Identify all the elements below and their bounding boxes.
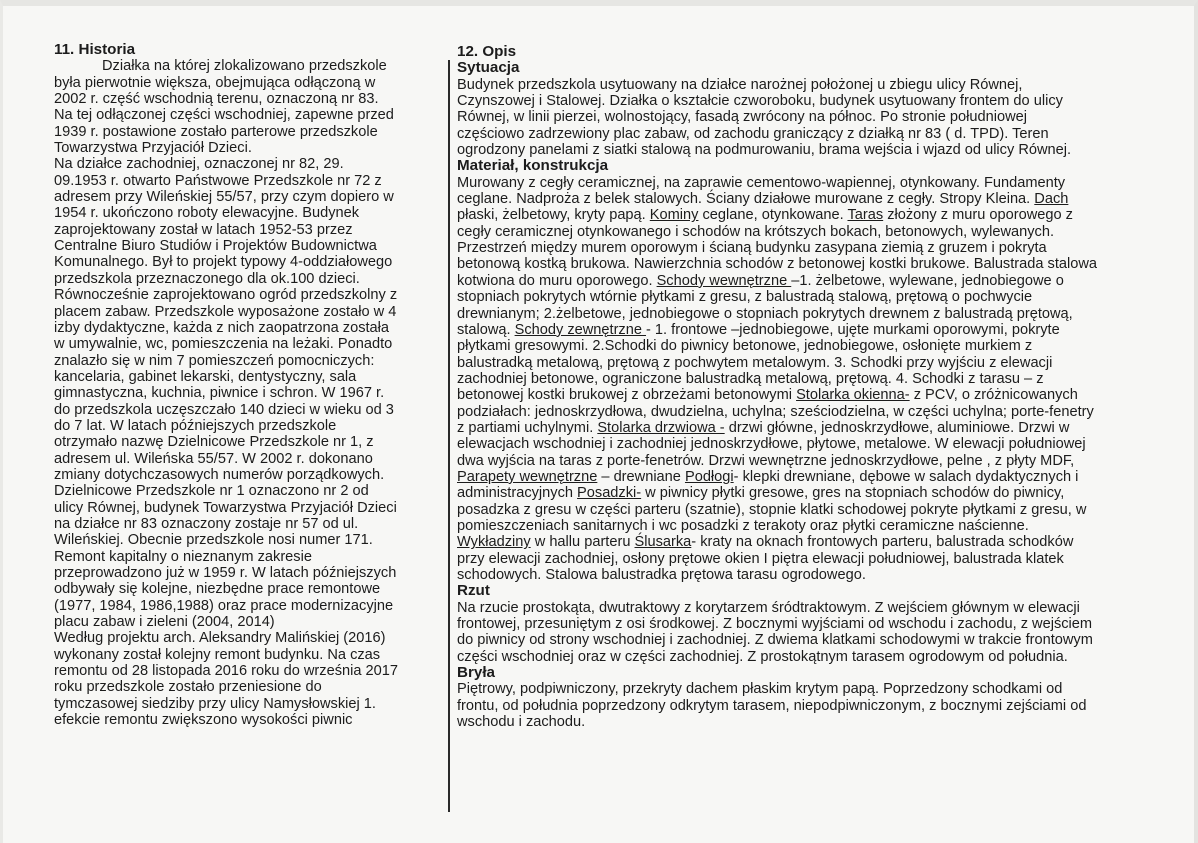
text-line: Budynek przedszkola usytuowany na działce narożnej położonej u zbiegu ulicy Równej, [457,76,1023,93]
text-line: Wykładziny w hallu parteru Ślusarka- kraty na oknach frontowych parteru, balustrada schodków [457,534,1074,551]
text-line: części wschodniej oraz w części zachodniej. Z prostokątnym tarasem ogrodowym od południa. [457,648,1068,665]
text-line: była pierwotnie większa, obejmująca odłączoną w [54,74,376,91]
text-line: na działce nr 83 oznaczony zostaje nr 57 od ul. [54,515,359,532]
text-line: Murowany z cegły ceramicznej, na zaprawie cementowo-wapiennej, otynkowany. Fundamenty [457,174,1066,191]
text-line: podziałach: jednoskrzydłowa, dwudzielna, uchylna; sześciodzielna, w części uchylna; porte-fenetry [457,403,1094,420]
text-line: schodowych. Stalowa balustradka prętowa tarasu ogrodowego. [457,567,866,583]
text-line: ulicy Równej, budynek Towarzystwa Przyjaciół Dzieci [54,499,397,516]
text-line: Równej, w linii pierzei, wolnostojący, fasadą zwrócony na północ. Po stronie południowej [457,109,1027,126]
text-line: efekcie remontu zwiększono wysokości piwnic [54,712,353,729]
text-line: wykonany został kolejny remont budynku. Na czas [54,646,381,663]
text-line: ogrodzony panelami z siatki stalową na podmurowaniu, brama wejścia i wjazd od ulicy Równej. [457,142,1072,159]
term-roof: Dach [1034,191,1069,208]
text-line: administracyjnych Posadzki- w piwnicy płytki gresowe, gres na stopniach schodów do piwnicy, [457,485,1065,502]
text-line: Wileńskiej. Obecnie przedszkole nosi numer 171. [54,532,373,549]
term-windows: Stolarka okienna- [796,387,910,404]
text-line: drewnianym; 2.żelbetowe, jednobiegowe o stopniach pokrytych drewnem z balustradą prętową, [457,305,1073,322]
text-line: 2002 r. część wschodnią terenu, oznaczoną nr 83. [54,91,379,108]
text-line: Centralne Biuro Studiów i Projektów Budownictwa [54,238,377,255]
text-line: betonowej kostki brukowej z obrzeżami betonowymi Stolarka okienna- z PCV, o zróżnicowanych [457,387,1078,404]
text-line: Remont kapitalny o nieznanym zakresie [54,548,312,565]
text-line: do 7 lat. W latach późniejszych przedszkole [54,417,337,434]
subheading-plan: Rzut [457,582,490,600]
description-heading: 12. Opis [457,43,517,60]
term-carpets: Wykładziny [457,534,531,551]
column-divider [448,60,450,812]
text-line: stalową. Schody zewnętrzne - 1. frontowe –jednobiegowe, ujęte murkami oporowymi, pokryte [457,321,1060,338]
text-line: otrzymało nazwę Dzielnicowe Przedszkole nr 1, z [54,434,374,451]
text-line: balustradką metalową, prętową z pochwytem metalowym. 3. Schodki przy wyjściu z elewacji [457,354,1053,371]
term-terrace: Taras [847,207,884,224]
text-line: Komunalnego. Był to projekt typowy 4-oddziałowego [54,254,393,271]
subheading-material: Materiał, konstrukcja [457,157,609,175]
text-line: przy elewacji zachodniej, osłony prętowe okien I piętra elewacji południowej, balustrada klatek [457,550,1064,567]
text-line: z partiami uchylnymi. Stolarka drzwiowa - drzwi główne, jednoskrzydłowe, aluminiowe. Drzwi w [457,419,1070,436]
text-line: ceglane. Nadproża z belek stalowych. Ściany działowe murowane z cegły. Stropy Kleina. Dach [457,191,1069,208]
text-line: adresem ul. Wileńska 55/57. W 2002 r. dokonano [54,450,373,467]
term-inner-stairs: Schody wewnętrzne [656,272,792,289]
text-line: pomieszczeniach sanitarnych i wc posadzki z terakoty oraz płytki ceramiczne naścienne. [457,517,1029,534]
text-line: frontowej, przesuniętym z osi środkowej. Z bocznymi wyjściami od wschodu i zachodu, z wejściem [457,616,1093,633]
term-flooring: Posadzki- [577,485,642,502]
text-line: przedszkola przeznaczonego dla ok.100 dzieci. [54,270,360,287]
text-line: tymczasowej siedziby przy ulicy Namysłowskiej 1. [54,695,376,712]
text-line: zmiany dotychczasowych numerów porządkowych. [54,466,385,483]
text-line: frontu, od południa poprzedzony odkrytym tarasem, niepodpiwniczonym, z bocznymi zejściami od [457,697,1087,714]
plan-body [457,600,1157,665]
text-line: Dzielnicowe Przedszkole nr 1 oznaczono nr 2 od [54,483,369,500]
text-line: odbywały się kolejne, niezbędne prace remontowe [54,581,381,598]
text-line: elewacjach wschodniej i zachodniej jednoskrzydłowe, płytowe, metalowe. W elewacji południowej [457,436,1086,453]
text-line: placu zabaw i zieleni (2004, 2014) [54,614,275,631]
text-line: w umywalnie, wc, pomieszczenia na leżaki. Ponadto [54,336,393,353]
text-line: do przedszkola uczęszczało 140 dzieci w wieku od 3 [54,401,394,418]
text-line: dwa wyjścia na taras z porte-fenetrów. Drzwi wewnętrzne jednoskrzydłowe, pelne , z płyty MDF, [457,452,1075,469]
text-line: (1977, 1984, 1986,1988) oraz prace modernizacyjne [54,597,394,614]
text-line: do piwnicy od strony wschodniej i zachodniej. Z dwiema klatkami schodowymi w trakcie frontowym [457,632,1093,649]
text-line: znalazło się w nim 7 pomieszczeń pomocniczych: [54,352,375,369]
text-line: cegły ceramicznej otynkowanego i schodów na krótszych bokach, betonowych, wylewanych. [457,223,1055,240]
text-line: Czynszowej i Stalowej. Działka o kształcie czworoboku, budynek usytuowany frontem do ulicy [457,93,1063,110]
text-line: 09.1953 r. otwarto Państwowe Przedszkole nr 72 z [54,172,382,189]
text-line: Na rzucie prostokąta, dwutraktowy z korytarzem śródtraktowym. Z wejściem głównym w elewacji [457,599,1080,616]
section-history [54,42,440,728]
text-line: 1939 r. postawione zostało parterowe przedszkole [54,123,378,140]
text-line: kancelaria, gabinet lekarski, dentystyczny, sala [54,368,357,385]
term-floors: Podłogi [684,468,734,485]
term-metalwork: Ślusarka [634,534,692,551]
massing-body [457,681,1157,730]
text-line: Działka na której zlokalizowano przedszkole [102,58,387,75]
text-line: Według projektu arch. Aleksandry Malińskiej (2016) [54,630,386,647]
text-line: placem zabaw. Przedszkole wyposażone zostało w 4 [54,303,397,320]
text-line: roku przedszkole zostało przeniesione do [54,679,322,696]
text-line: kotwiona do muru oporowego. Schody wewnętrzne –1. żelbetowe, wylewane, jednobiegowe o [457,272,1064,289]
text-line: posadzka z gresu w części parteru (szatnie), stopnie klatki schodowej pokryte płytkami z gresu, w [457,501,1087,518]
text-line: stopniach pokrytych wtórnie płytkami z gresu, z balustradą stalową, prętową o pochwycie [457,289,1033,306]
text-line: adresem przy Wileńskiej 55/57, przy czym dopiero w [54,189,394,206]
term-chimneys: Kominy [649,207,699,224]
term-outer-stairs: Schody zewnętrzne [514,321,647,338]
section-description [457,44,1157,730]
text-line: Piętrowy, podpiwniczony, przekryty dachem płaskim krytym papą. Poprzedzony schodkami od [457,681,1063,698]
text-line: izby dydaktyczne, każda z nich zaopatrzona została [54,319,390,336]
text-line: 1954 r. ukończono roboty elewacyjne. Budynek [54,205,360,222]
text-line: betonową kostką brukowa. Nawierzchnia schodów z betonowej kostki brukowe. Balustrada stalowa [457,256,1098,273]
material-body [457,175,1157,584]
text-line: częściowo zadrzewiony plac zabaw, od zachodu graniczący z działką nr 83 ( d. TPD). Teren [457,125,1049,142]
text-line: przeprowadzono już w 1959 r. W latach późniejszych [54,565,397,581]
history-heading: 11. Historia [54,41,136,58]
text-line: zaprojektowany został w latach 1952-53 przez [54,221,353,238]
text-line: wschodu i zachodu. [457,714,586,731]
situation-body [457,77,1157,159]
term-doors: Stolarka drzwiowa - [597,419,725,436]
subheading-situation: Sytuacja [457,59,520,77]
subheading-massing: Bryła [457,664,495,682]
text-line: gimnastyczna, kuchnia, piwnice i schron. W 1967 r. [54,385,385,402]
text-line: Towarzystwa Przyjaciół Dzieci. [54,140,252,157]
text-line: Przestrzeń między murem oporowym i ścianą budynku zasypana ziemią z gruzem i pokryta [457,240,1047,257]
text-line: Na tej odłączonej części wschodniej, zapewne przed [54,107,394,124]
text-line: płytkami gresowymi. 2.Schodki do piwnicy betonowe, jednobiegowe, osłonięte murkiem z [457,338,1033,355]
text-line: zachodniej betonowe, ograniczone balustradką metalową, prętową. 4. Schodki z tarasu – z [457,370,1044,387]
text-line: Parapety wewnętrzne – drewniane Podłogi- klepki drewniane, dębowe w salach dydaktycznych i [457,468,1079,485]
text-line: Na działce zachodniej, oznaczonej nr 82, 29. [54,156,344,173]
term-window-sills: Parapety wewnętrzne [457,468,598,485]
text-line: płaski, żelbetowy, kryty papą. Kominy ceglane, otynkowane. Taras złożony z muru oporowego z [457,207,1073,224]
text-line: remontu od 28 listopada 2016 roku do września 2017 [54,663,398,680]
history-body [54,58,440,728]
text-line: Równocześnie zaprojektowano ogród przedszkolny z [54,287,398,304]
